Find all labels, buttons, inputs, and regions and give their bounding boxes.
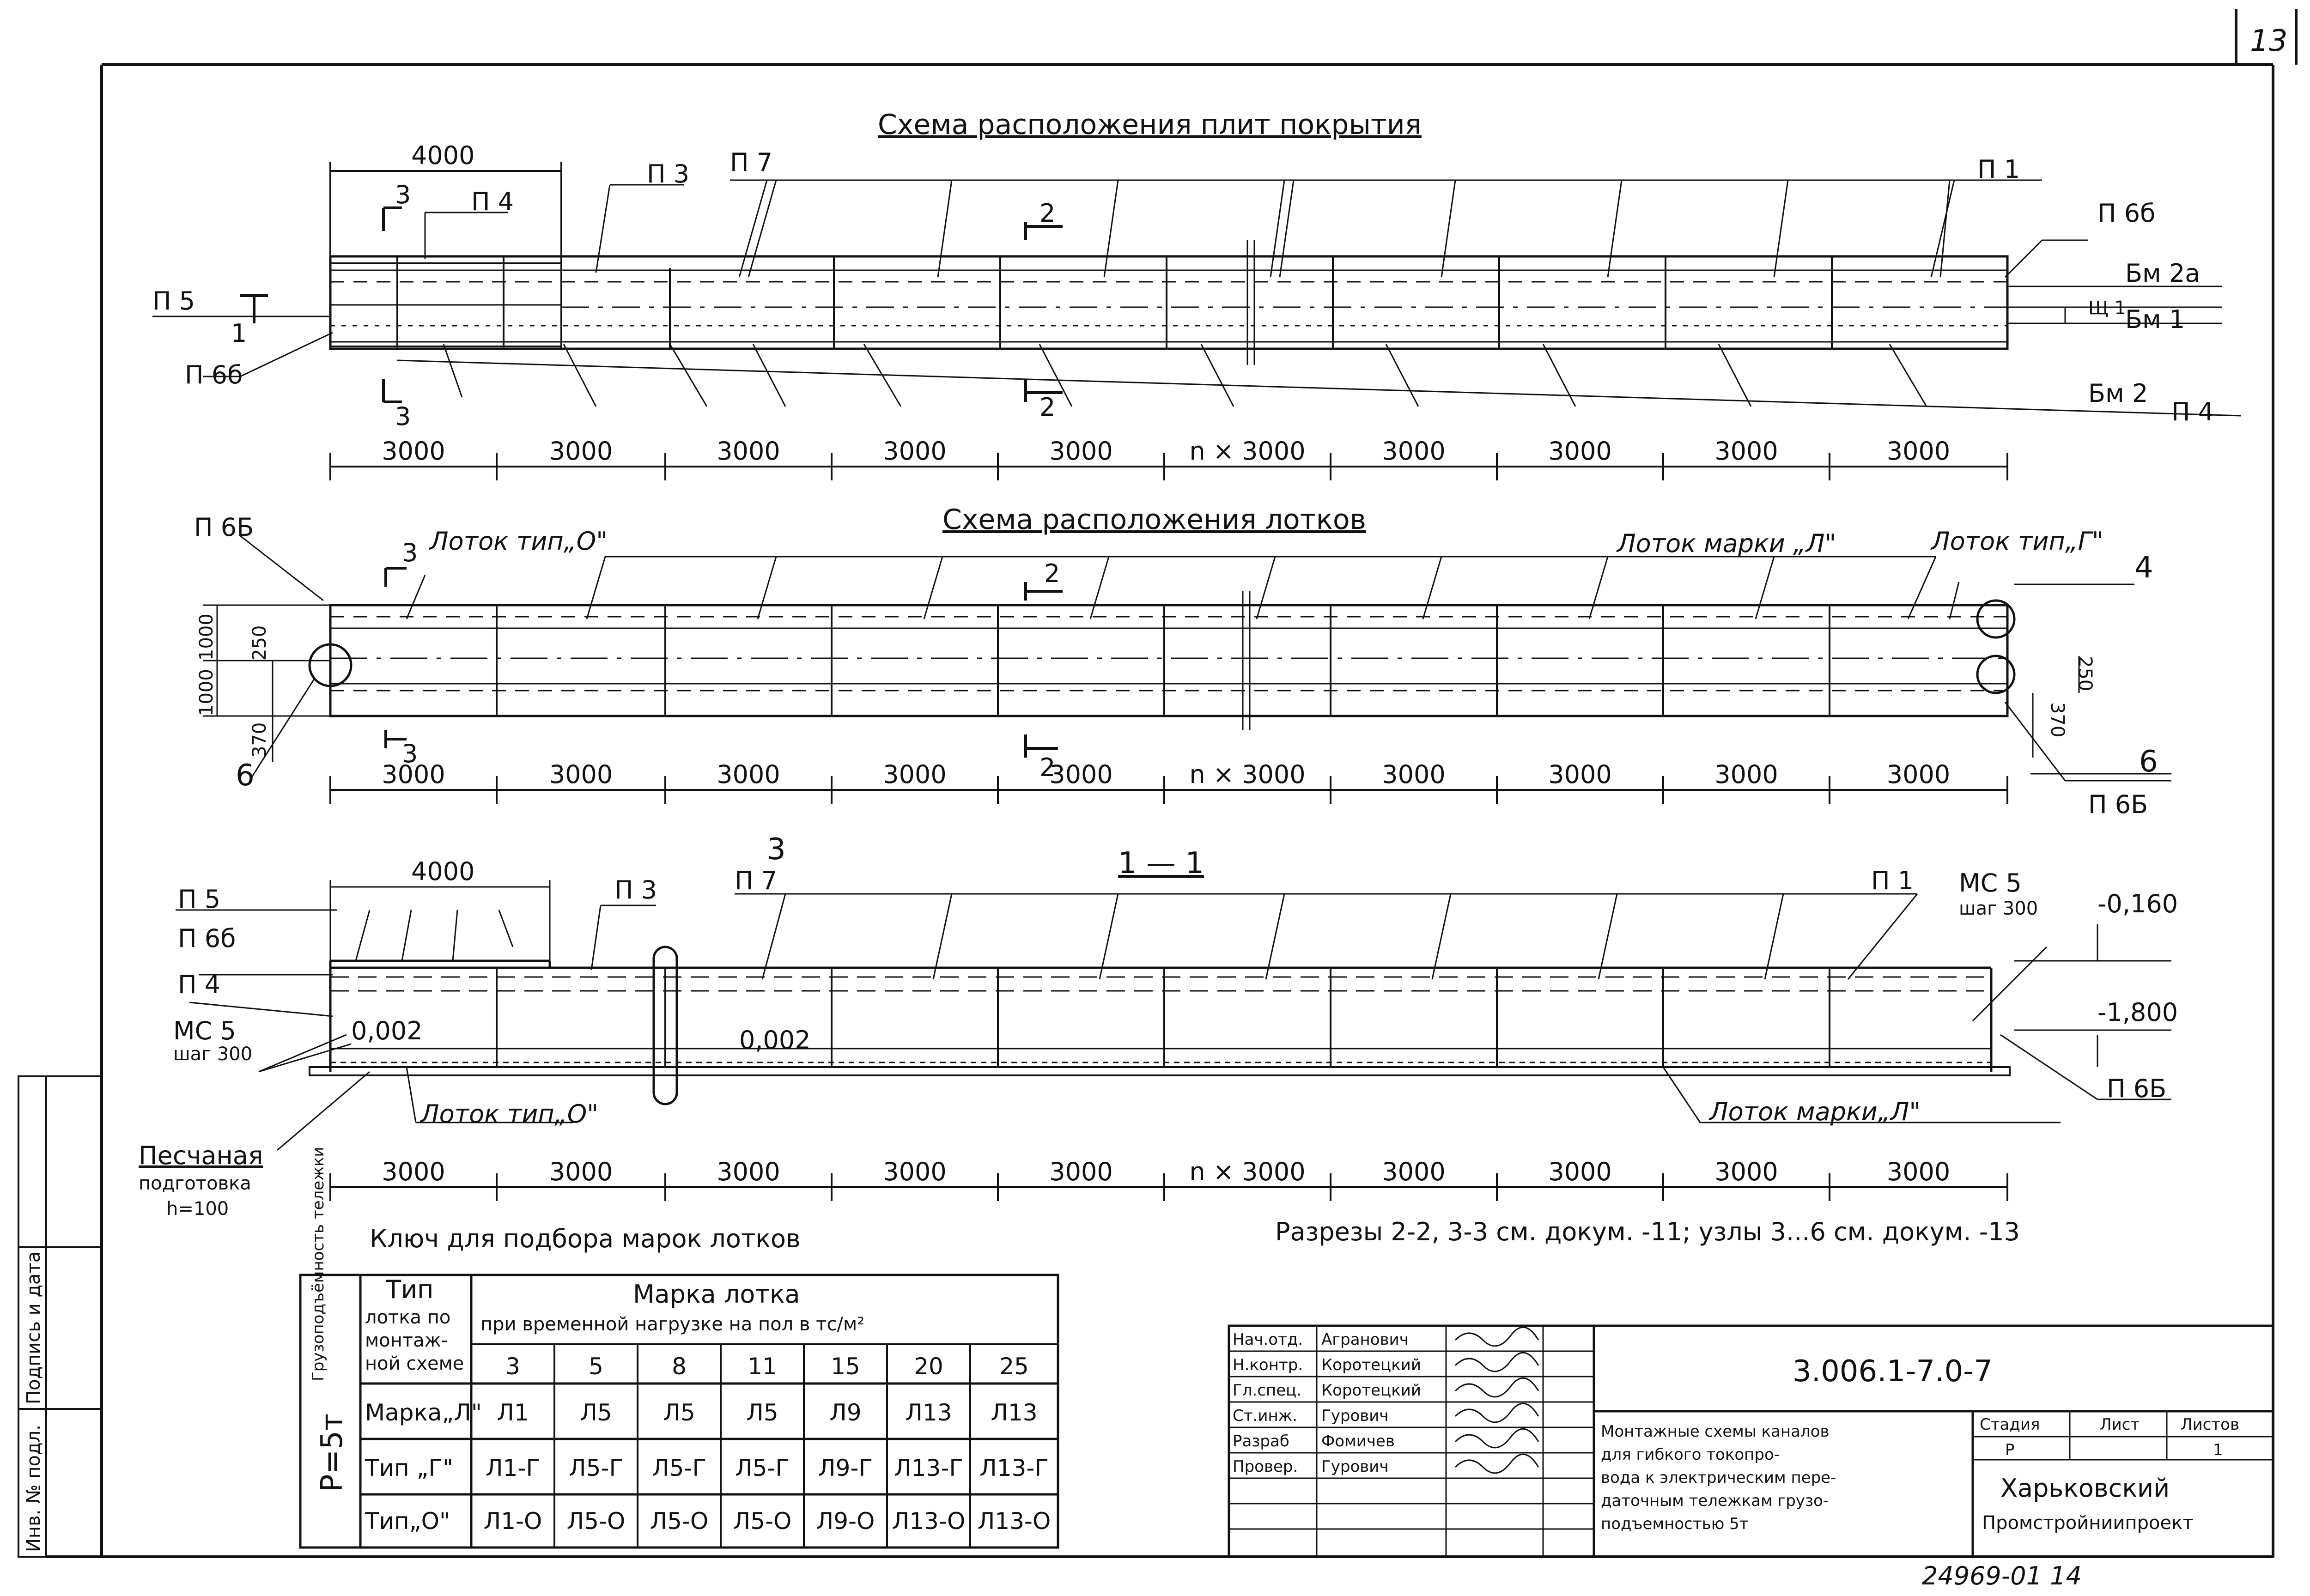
- trays-d370: 370: [249, 722, 270, 758]
- table-cell: Л13: [905, 1399, 952, 1426]
- trays-d250r: 250: [2074, 656, 2096, 692]
- table-cell: Л5-Г: [569, 1455, 623, 1481]
- trays-nodes: [310, 601, 2014, 693]
- trays-cut-marks: [386, 568, 1063, 758]
- section-p1: П 1: [1871, 866, 1914, 895]
- slabs-bm2a: Бм 2а: [2125, 259, 2201, 288]
- table-cell: Л13-О: [892, 1508, 966, 1535]
- table-cell: Л1-О: [483, 1508, 542, 1535]
- dim-label: 3000: [1548, 1157, 1612, 1186]
- stamp-name: Фомичев: [1321, 1432, 1395, 1450]
- trays-p6b-left: П 6Б: [194, 513, 254, 542]
- dim-label: 3000: [1548, 437, 1612, 466]
- desc-line-4: даточным тележкам грузо-: [1601, 1492, 1829, 1510]
- signature-mark: [1455, 1429, 1538, 1448]
- section-prep: подготовка: [139, 1173, 251, 1194]
- stamp-name: Коротецкий: [1321, 1381, 1421, 1400]
- section-title: 1 — 1: [1118, 846, 1204, 880]
- table-cell: Л5-Г: [652, 1455, 706, 1481]
- slabs-p3: П 3: [647, 159, 690, 188]
- org-line-1: Харьковский: [2000, 1474, 2170, 1503]
- section-p3: П 3: [614, 875, 657, 904]
- slabs-p4-right: П 4: [2171, 397, 2214, 426]
- dim-label: 3000: [549, 1157, 613, 1186]
- dim-label: 3000: [1714, 760, 1778, 789]
- key-table-cells: [365, 1353, 1051, 1535]
- side-stamp-sign: Подпись и дата: [23, 1251, 44, 1404]
- sheet-label: Лист: [2100, 1415, 2140, 1434]
- key-col-type-4: ной схеме: [365, 1353, 464, 1374]
- stamp-role: Провер.: [1233, 1457, 1298, 1476]
- stamp-role: Ст.инж.: [1233, 1407, 1298, 1425]
- key-col-capacity: Грузоподъёмность тележки: [309, 1147, 328, 1381]
- row-type: Тип„О": [365, 1508, 450, 1535]
- dim-label: 3000: [382, 437, 445, 466]
- load-header: 8: [672, 1353, 687, 1380]
- section-h: h=100: [166, 1198, 229, 1220]
- dim-label: n × 3000: [1189, 760, 1306, 789]
- trays-tray-o: Лоток тип„О": [430, 527, 608, 556]
- table-cell: Л5-О: [566, 1508, 626, 1535]
- slabs-dim-4000: [330, 162, 561, 259]
- load-header: 15: [831, 1353, 860, 1380]
- dim-label: 3000: [717, 760, 780, 789]
- stamp-role: Гл.спец.: [1233, 1381, 1302, 1400]
- table-cell: Л5: [580, 1399, 612, 1426]
- trays-grid: [497, 591, 1830, 730]
- stamp-role: Нач.отд.: [1233, 1330, 1303, 1349]
- trays-node6-right: 6: [2139, 745, 2158, 779]
- trays-cut3: 3: [402, 538, 418, 567]
- slabs-p1: П 1: [1977, 155, 2020, 184]
- trays-title: Схема расположения лотков: [942, 504, 1366, 536]
- trays-p6b-right: П 6Б: [2088, 790, 2148, 819]
- dim-label: 3000: [717, 437, 780, 466]
- table-cell: Л13: [991, 1399, 1038, 1426]
- dim-label: 3000: [1382, 1157, 1446, 1186]
- section-mc5-left: МС 5: [173, 1016, 236, 1045]
- table-cell: Л13-Г: [979, 1455, 1049, 1481]
- row-type: Марка„Л": [365, 1399, 482, 1426]
- slabs-grid: [397, 240, 1832, 365]
- trays-tray-g: Лоток тип„Г": [1931, 527, 2103, 556]
- slabs-cut3b: 3: [395, 402, 411, 431]
- signature-mark: [1455, 1353, 1538, 1371]
- slabs-p6b-left: П 6б: [185, 360, 243, 389]
- load-header: 25: [999, 1353, 1029, 1380]
- dim-label: 3000: [1886, 437, 1951, 466]
- row-type: Тип „Г": [365, 1455, 454, 1481]
- section-p6b: П 6б: [178, 924, 236, 953]
- slabs-cut3: 3: [395, 180, 411, 209]
- key-col-type-1: Тип: [386, 1275, 434, 1304]
- dim-label: 3000: [1886, 1157, 1951, 1186]
- dim-label: 3000: [1714, 1157, 1778, 1186]
- key-table-title: Ключ для подбора марок лотков: [370, 1224, 801, 1253]
- slabs-p7: П 7: [730, 148, 773, 177]
- dim-label: 3000: [1548, 760, 1612, 789]
- table-cell: Л9: [829, 1399, 862, 1426]
- table-cell: Л5-О: [650, 1508, 709, 1535]
- key-col-type-2: лотка по: [365, 1307, 451, 1328]
- org-line-2: Промстройниипроект: [1982, 1512, 2194, 1534]
- dim-label: 3000: [549, 760, 613, 789]
- slabs-p6b-right: П 6б: [2097, 199, 2156, 228]
- key-header-sub: при временной нагрузке на пол в тс/м²: [480, 1314, 865, 1335]
- signature-mark: [1455, 1454, 1538, 1473]
- sheets-value: 1: [2213, 1441, 2223, 1459]
- slabs-plan: [330, 256, 2007, 349]
- stage-value: Р: [2005, 1441, 2015, 1459]
- table-cell: Л5: [746, 1399, 778, 1426]
- slabs-title: Схема расположения плит покрытия: [878, 109, 1422, 141]
- slabs-cut2b: 2: [1040, 393, 1056, 422]
- section-slope1: 0,002: [351, 1016, 423, 1045]
- section-dim-4000: 4000: [411, 857, 475, 886]
- dim-label: 3000: [1049, 437, 1113, 466]
- key-capacity: Р=5т: [315, 1413, 349, 1492]
- signature-mark: [1455, 1378, 1538, 1397]
- load-header: 11: [748, 1353, 777, 1380]
- dim-label: n × 3000: [1189, 437, 1306, 466]
- stamp-name: Коротецкий: [1321, 1356, 1421, 1374]
- load-header: 20: [914, 1353, 943, 1380]
- trays-d1000a: 1000: [196, 613, 217, 661]
- trays-node6-left: 6: [236, 759, 255, 793]
- slabs-dim-4000-text: 4000: [411, 141, 475, 170]
- trays-cut3b: 3: [402, 739, 418, 768]
- slabs-bm2: Бм 2: [2088, 379, 2148, 408]
- slabs-cut2: 2: [1040, 199, 1056, 228]
- stage-label: Стадия: [1980, 1415, 2040, 1434]
- slabs-shch1: Щ 1: [2088, 297, 2126, 319]
- table-cell: Л1-Г: [486, 1455, 540, 1481]
- trays-dim-texts: [382, 760, 1950, 789]
- section-tray-o: Лоток тип„О": [420, 1099, 599, 1129]
- section-node3: 3: [767, 832, 786, 867]
- archive-number: 24969-01 14: [1922, 1561, 2082, 1590]
- section-step-left: шаг 300: [173, 1044, 253, 1065]
- section-p6b-right: П 6Б: [2107, 1074, 2167, 1103]
- section-step-right: шаг 300: [1959, 898, 2038, 919]
- load-header: 3: [505, 1353, 520, 1380]
- table-cell: Л13-О: [977, 1508, 1051, 1535]
- dim-label: 3000: [1049, 760, 1113, 789]
- trays-tray-l: Лоток марки „Л": [1617, 529, 1836, 558]
- dim-label: 3000: [883, 760, 947, 789]
- stamp-name: Гурович: [1321, 1457, 1389, 1476]
- desc-line-3: вода к электрическим пере-: [1601, 1469, 1836, 1487]
- table-cell: Л13-Г: [894, 1455, 963, 1481]
- dim-label: 3000: [382, 1157, 445, 1186]
- table-cell: Л1: [497, 1399, 529, 1426]
- slabs-leaders: [152, 180, 2241, 416]
- table-cell: Л9-Г: [818, 1455, 873, 1481]
- section-p7: П 7: [735, 866, 778, 895]
- key-header-main: Марка лотка: [633, 1280, 800, 1309]
- signature-mark: [1455, 1327, 1538, 1346]
- dim-label: 3000: [1382, 437, 1446, 466]
- signature-mark: [1455, 1403, 1538, 1422]
- section-body: [310, 947, 2010, 1104]
- table-cell: Л5-О: [733, 1508, 792, 1535]
- side-stamp-inv: Инв. № подл.: [23, 1425, 44, 1552]
- slabs-dim-texts: [382, 437, 1950, 466]
- section-slope2: 0,002: [739, 1026, 811, 1055]
- stamp-name: Агранович: [1321, 1330, 1409, 1349]
- trays-cut2b: 2: [1040, 753, 1056, 782]
- slabs-bm1: Бм 1: [2125, 305, 2185, 334]
- section-elev1: -0,160: [2097, 889, 2178, 918]
- table-cell: Л9-О: [816, 1508, 875, 1535]
- dim-label: 3000: [382, 760, 445, 789]
- trays-d250: 250: [249, 625, 270, 661]
- section-sand: Песчаная: [139, 1141, 263, 1170]
- slabs-p4-top: П 4: [471, 187, 514, 216]
- dim-label: 3000: [883, 437, 947, 466]
- section-grid: [497, 968, 1830, 1067]
- table-cell: Л5: [663, 1399, 695, 1426]
- trays-d1000b: 1000: [196, 669, 217, 716]
- stamp-role: Разраб: [1233, 1432, 1289, 1450]
- dim-label: 3000: [1049, 1157, 1113, 1186]
- section-tray-l: Лоток марки„Л": [1709, 1097, 1921, 1126]
- trays-plan: [330, 605, 2007, 716]
- slabs-p5: П 5: [152, 286, 195, 316]
- section-p5: П 5: [178, 885, 221, 914]
- sheets-label: Листов: [2181, 1415, 2240, 1434]
- section-mc5-right: МС 5: [1959, 868, 2022, 898]
- dim-label: 3000: [549, 437, 613, 466]
- section-elev2: -1,800: [2097, 998, 2178, 1027]
- load-header: 5: [589, 1353, 603, 1380]
- dim-label: 3000: [1714, 437, 1778, 466]
- stamp-role: Н.контр.: [1233, 1356, 1303, 1374]
- sections-ref-note: Разрезы 2-2, 3-3 см. докум. -11; узлы 3...6 см. докум. -13: [1275, 1217, 2020, 1246]
- section-dim-texts: [382, 1157, 1950, 1186]
- dim-label: 3000: [1382, 760, 1446, 789]
- key-col-type-3: монтаж-: [365, 1330, 448, 1351]
- dim-label: n × 3000: [1189, 1157, 1306, 1186]
- stamp-name: Гурович: [1321, 1407, 1389, 1425]
- sheet-number: 13: [2250, 24, 2288, 58]
- trays-d370r: 370: [2047, 702, 2068, 738]
- doc-code: 3.006.1-7.0-7: [1793, 1354, 1993, 1389]
- desc-line-5: подъемностью 5т: [1601, 1515, 1749, 1533]
- dim-label: 3000: [883, 1157, 947, 1186]
- table-cell: Л5-Г: [735, 1455, 790, 1481]
- trays-node4: 4: [2134, 551, 2153, 585]
- section-p4: П 4: [178, 970, 221, 999]
- trays-cut2: 2: [1044, 559, 1060, 588]
- desc-line-2: для гибкого токопро-: [1601, 1445, 1780, 1464]
- dim-label: 3000: [1886, 760, 1951, 789]
- slabs-cut1: 1: [231, 319, 247, 348]
- desc-line-1: Монтажные схемы каналов: [1601, 1422, 1830, 1441]
- dim-label: 3000: [717, 1157, 780, 1186]
